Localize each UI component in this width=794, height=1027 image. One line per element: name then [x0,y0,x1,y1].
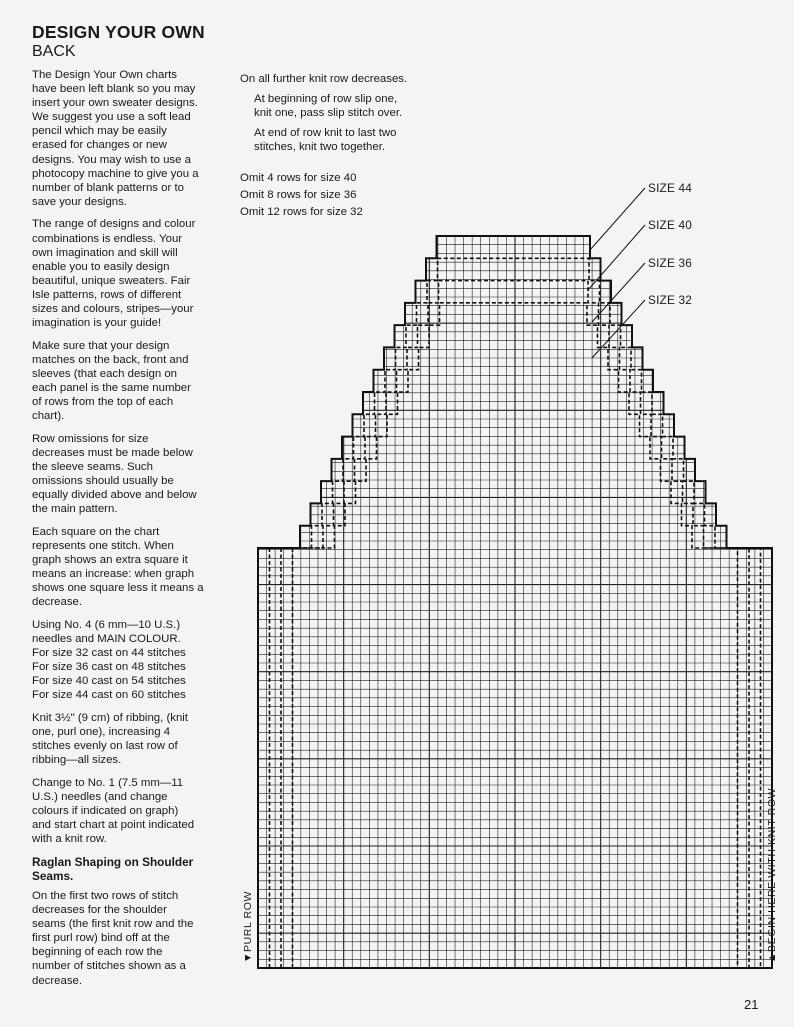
omit-size-36: Omit 8 rows for size 36 [240,189,357,201]
knit-row-label: ▲BEGIN HERE WITH KNIT ROW [766,787,778,963]
omit-size-32: Omit 12 rows for size 32 [240,206,363,218]
needles-paragraph: Change to No. 1 (7.5 mm—11 U.S.) needles (and change colours if indicated on graph) and start chart at point indicated with a knit row. [32,776,195,846]
page-title: DESIGN YOUR OWN [32,22,205,42]
decrease-step-1: At beginning of row slip one, knit one, pass slip stitch over. [254,93,403,120]
size-32-label: SIZE 32 [648,293,693,307]
intro-paragraph-1: The Design Your Own charts have been left blank so you may insert your own sweater designs. We suggest you use a soft lead pencil which may be easily erased for changes or new designs. You may wish to use a photocopy machine to give you a number of blank patterns or to save your designs. [32,69,199,208]
intro-paragraph-2: The range of designs and colour combinations is endless. Your own imagination and skill will enable you to easily design beautiful, unique sweaters. Fair Isle patterns, rows of different sizes and colours, stripes—your imagination is your guide! [32,218,196,330]
decrease-step-2: At end of row knit to last two stitches, knit two together. [254,127,397,154]
page-subtitle: BACK [32,43,76,60]
size-leader-lines [588,188,645,358]
intro-paragraph-5: Each square on the chart represents one stitch. When graph shows an extra square it means an increase: when graph shows one square less it means a decrease. [32,525,204,609]
omit-size-40: Omit 4 rows for size 40 [240,172,357,184]
size-44-leader [590,188,645,250]
page-number: 21 [744,997,759,1012]
size-36-label: SIZE 36 [648,256,693,270]
purl-row-label: ▼PURL ROW [242,891,254,963]
further-decreases-intro: On all further knit row decreases. [240,73,408,85]
chart-grid [258,236,772,968]
size-40-label: SIZE 40 [648,218,693,232]
cast-on-paragraph: Using No. 4 (6 mm—10 U.S.) needles and MAIN COLOUR. For size 32 cast on 44 stitches For size 36 cast on 48 stitches For size 40 cast on 54 stitches For size 44 cast on 60 stitches [32,618,186,702]
intro-paragraph-3: Make sure that your design matches on the back, front and sleeves (that each design on each panel is the same number of rows from the top of each chart). [32,339,191,423]
size-44-label: SIZE 44 [648,181,693,195]
ribbing-paragraph: Knit 3½" (9 cm) of ribbing, (knit one, purl one), increasing 4 stitches evenly on last row of ribbing—all sizes. [32,711,188,767]
raglan-paragraph: On the first two rows of stitch decreases for the shoulder seams (the first knit row and the first purl row) bind off at the beginning of each row the number of stitches shown as a decrease. [32,889,194,987]
raglan-heading: Raglan Shaping on Shoulder Seams. [32,854,194,883]
intro-paragraph-4: Row omissions for size decreases must be made below the sleeve seams. Such omissions should usually be equally divided above and below the main pattern. [32,432,197,516]
